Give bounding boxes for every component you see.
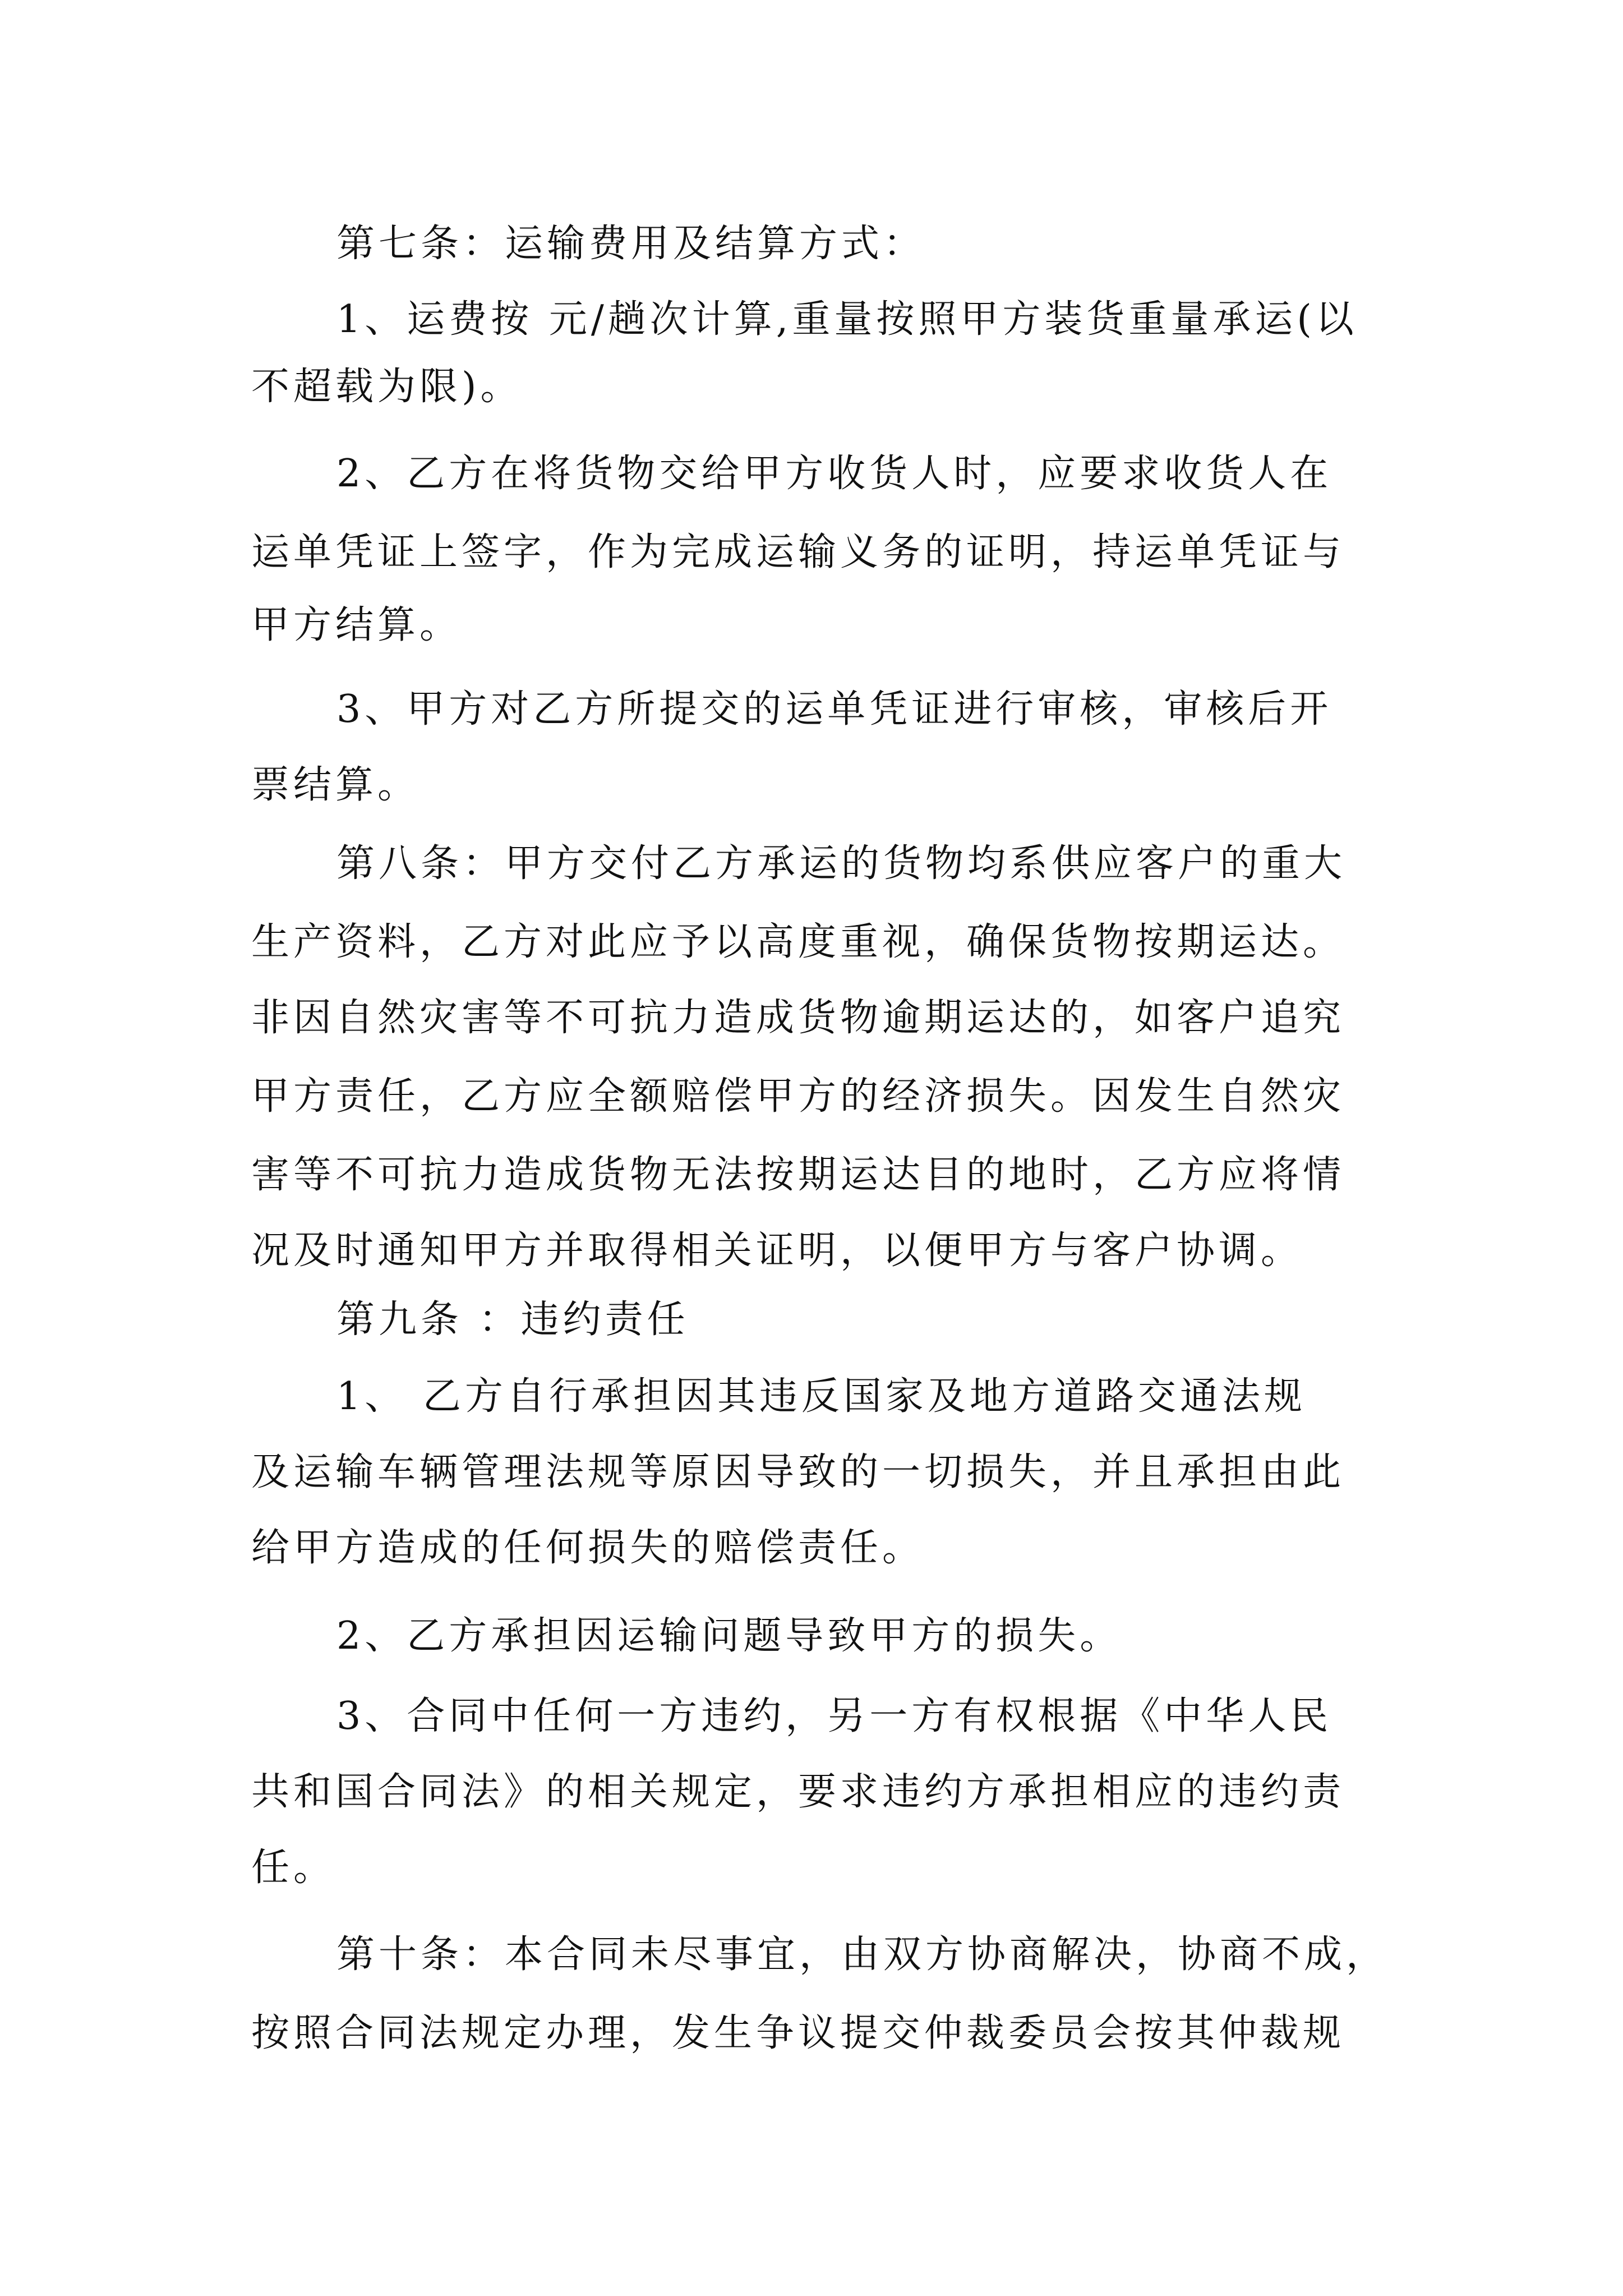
text-line: 共和国合同法》的相关规定，要求违约方承担相应的违约责 — [251, 1770, 1345, 1814]
text-line: 任。 — [251, 1846, 336, 1890]
text-line: 运单凭证上签字，作为完成运输义务的证明，持运单凭证与 — [251, 530, 1345, 574]
text-line: 2、乙方承担因运输问题导致甲方的损失。 — [336, 1614, 1122, 1658]
text-line: 1、 乙方自行承担因其违反国家及地方道路交通法规 — [336, 1374, 1306, 1419]
text-line: 非因自然灾害等不可抗力造成货物逾期运达的，如客户追究 — [251, 996, 1345, 1040]
article-8-heading: 第八条：甲方交付乙方承运的货物均系供应客户的重大 — [336, 841, 1347, 886]
text-line: 1、运费按 元/趟次计算,重量按照甲方装货重量承运(以 — [336, 297, 1358, 342]
article-10-heading: 第十条：本合同未尽事宜，由双方协商解决，协商不成， — [336, 1932, 1389, 1977]
text-line: 害等不可抗力造成货物无法按期运达目的地时，乙方应将情 — [251, 1153, 1345, 1197]
article-7-heading: 第七条：运输费用及结算方式： — [336, 222, 926, 266]
text-line: 及运输车辆管理法规等原因导致的一切损失，并且承担由此 — [251, 1450, 1345, 1494]
text-line: 生产资料，乙方对此应予以高度重视，确保货物按期运达。 — [251, 920, 1345, 964]
article-9-heading: 第九条 ：违约责任 — [336, 1297, 689, 1342]
text-line: 甲方责任，乙方应全额赔偿甲方的经济损失。因发生自然灾 — [251, 1074, 1345, 1119]
text-line: 不超载为限)。 — [251, 365, 523, 409]
text-line: 按照合同法规定办理，发生争议提交仲裁委员会按其仲裁规 — [251, 2011, 1345, 2055]
text-line: 2、乙方在将货物交给甲方收货人时，应要求收货人在 — [336, 452, 1332, 496]
text-line: 3、甲方对乙方所提交的运单凭证进行审核，审核后开 — [336, 687, 1332, 731]
text-line: 票结算。 — [251, 763, 420, 807]
text-line: 3、合同中任何一方违约，另一方有权根据《中华人民 — [336, 1694, 1332, 1738]
text-line: 给甲方造成的任何损失的赔偿责任。 — [251, 1526, 925, 1570]
text-line: 况及时通知甲方并取得相关证明，以便甲方与客户协调。 — [251, 1228, 1303, 1273]
text-line: 甲方结算。 — [251, 603, 462, 647]
